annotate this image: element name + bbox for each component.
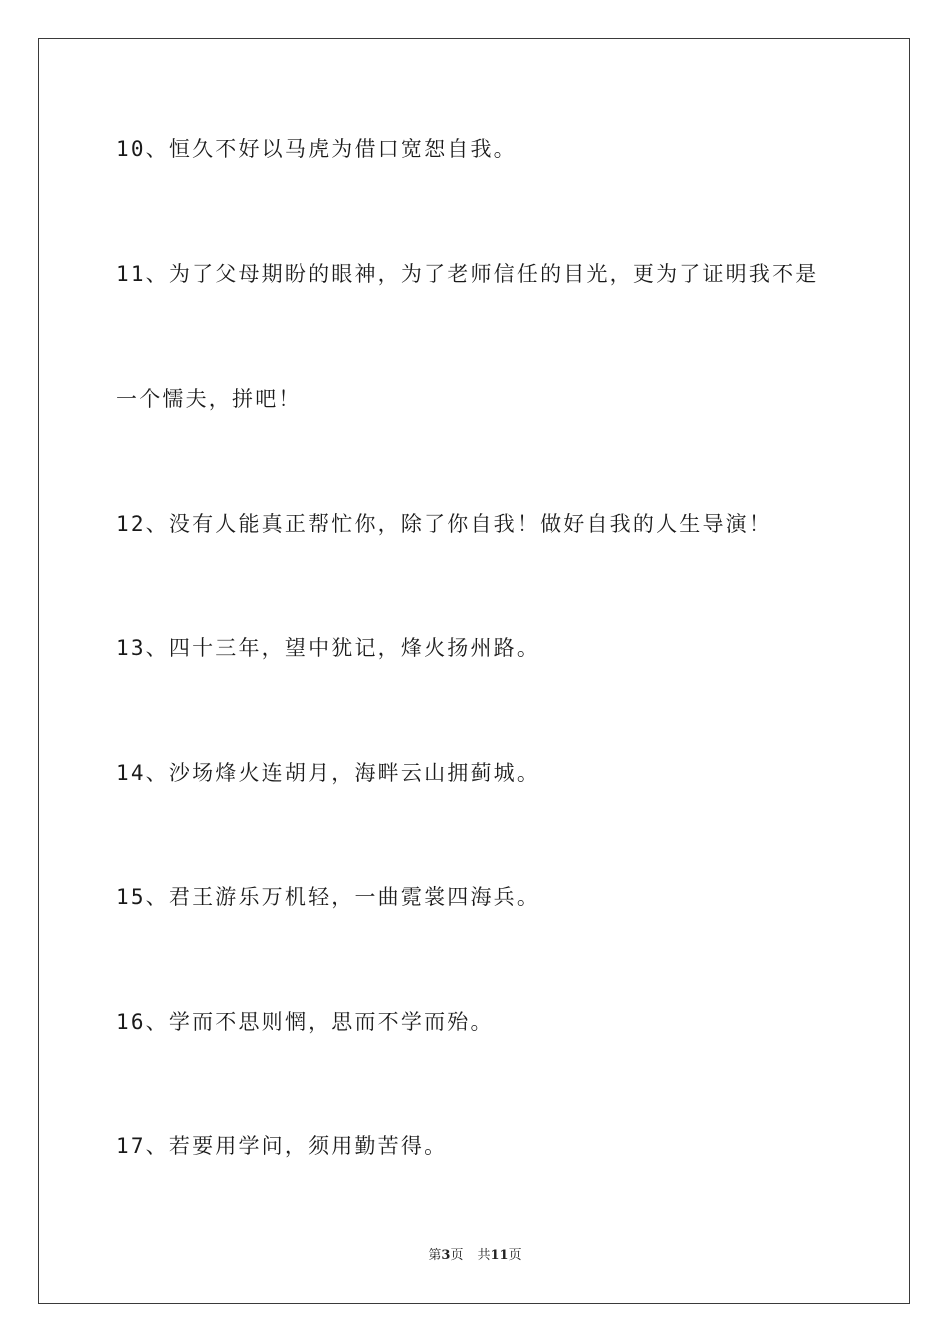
text-line-14: 14、沙场烽火连胡月，海畔云山拥蓟城。 (116, 761, 541, 785)
page-prefix: 第 (428, 1248, 442, 1263)
text-line-15: 15、君王游乐万机轻，一曲霓裳四海兵。 (116, 885, 541, 909)
text-line-10: 10、恒久不好以马虎为借口宽恕自我。 (116, 137, 517, 161)
text-line-13: 13、四十三年，望中犹记，烽火扬州路。 (116, 636, 541, 660)
text-line-16: 16、学而不思则惘，思而不学而殆。 (116, 1010, 494, 1034)
text-line-11-continued: 一个懦夫，拼吧！ (116, 387, 302, 411)
text-line-11: 11、为了父母期盼的眼神，为了老师信任的目光，更为了证明我不是 (116, 262, 819, 286)
page-number: 3 (441, 1248, 451, 1263)
text-line-17: 17、若要用学问，须用勤苦得。 (116, 1134, 448, 1158)
total-pages: 11 (490, 1248, 509, 1263)
page-footer (0, 1247, 950, 1265)
total-suffix: 页 (508, 1248, 522, 1263)
page-border (38, 38, 910, 1304)
total-prefix: 共 (477, 1248, 491, 1263)
text-line-12: 12、没有人能真正帮忙你，除了你自我！做好自我的人生导演！ (116, 512, 773, 536)
page-suffix: 页 (450, 1248, 464, 1263)
